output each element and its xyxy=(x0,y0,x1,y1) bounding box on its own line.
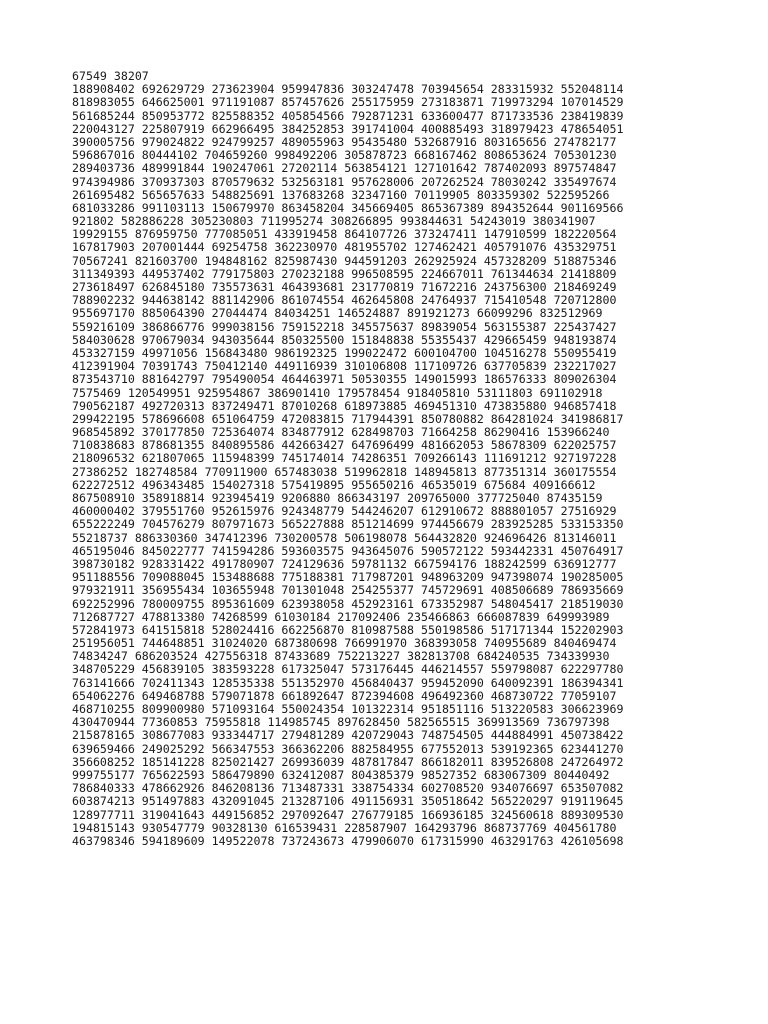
number-row: 465195046 845022777 741594286 593603575 943645076 590572122 593442331 450764917 xyxy=(72,543,624,558)
number-row: 194815143 930547779 90328130 616539431 228587907 164293796 868737769 404561780 xyxy=(72,820,617,835)
number-row: 979321911 356955434 103655948 701301048 254255377 745729691 408506689 786935669 xyxy=(72,583,624,598)
number-row: 273618497 626845180 735573631 464393681 231770819 71672216 243756300 218469249 xyxy=(72,280,617,294)
number-listing xyxy=(72,70,623,848)
number-row: 867508910 358918814 923945419 9206880 866343197 209765000 377725040 87435159 xyxy=(72,491,603,505)
number-row: 603874213 951497883 432091045 213287106 491156931 350518642 565220297 919119645 xyxy=(72,794,624,809)
number-row: 818983055 646625001 971191087 857457626 255175959 273183871 719973294 107014529 xyxy=(72,95,624,110)
number-row: 561685244 850953772 825588352 405854566 792871231 633600477 871733536 238419839 xyxy=(72,108,624,123)
number-row: 453327159 49971056 156843480 986192325 199022472 600104700 104516278 550955419 xyxy=(72,345,617,360)
number-row: 999755177 765622593 586479890 632412087 804385379 98527352 683067309 80440492 xyxy=(72,767,610,782)
number-row: 218096532 621807065 115948399 745174014 74286351 709266143 111691212 927197228 xyxy=(72,451,617,466)
number-row: 692252996 780009755 895361609 623938058 452923161 673352987 548045417 218519030 xyxy=(72,596,624,611)
number-row: 463798346 594189609 149522078 737243673 479906070 617315990 463291763 426105698 xyxy=(72,833,624,848)
number-row: 681033286 991103113 150679970 863458204 345669405 865367389 894352644 901169566 xyxy=(72,200,624,215)
number-row: 763141666 702411343 128535338 551352970 456840437 959452090 640092391 186394341 xyxy=(72,675,624,690)
number-row: 74834247 686203524 427556318 87433689 752213227 382813708 684240535 734339930 xyxy=(72,649,610,664)
number-row: 968545892 370177850 725364074 834877912 628498703 71664258 86290416 153966240 xyxy=(72,425,610,440)
number-row: 215878165 308677083 933344717 279481289 420729043 748754505 444884991 450738422 xyxy=(72,728,624,743)
number-row: 167817903 207001444 69254758 362230970 481955702 127462421 405791076 435329751 xyxy=(72,240,617,255)
number-row: 873543710 881642797 795490054 464463971 50530355 149015993 186576333 809026304 xyxy=(72,372,617,387)
number-row: 951188556 709088045 153488688 775188381 717987201 948963209 947398074 190285005 xyxy=(72,570,624,585)
number-row: 639659466 249025292 566347553 366362206 882584955 677552013 539192365 623441270 xyxy=(72,741,624,756)
number-row: 468710255 809900980 571093164 550024354 101322314 951851116 513220583 306623969 xyxy=(72,702,624,716)
number-row: 390005756 979024822 924799257 489055963 95435480 532687916 803165656 274782177 xyxy=(72,134,617,149)
number-row: 712687727 478813380 74268599 61030184 217092406 235466863 666087839 649993989 xyxy=(72,609,610,624)
number-row: 412391904 70391743 750412140 449116939 310106808 117109726 637705839 232217027 xyxy=(72,359,617,374)
number-row: 430470944 77360853 75955818 114985745 897628450 582565515 369913569 736797398 xyxy=(72,715,610,730)
number-row: 788902232 944638142 881142906 861074554 462645808 24764937 715410548 720712800 xyxy=(72,293,617,308)
number-row: 261695482 565657633 548825691 137683268 32347160 70119905 803359302 522595266 xyxy=(72,187,610,202)
number-row: 786840333 478662926 846208136 713487331 338754334 602708520 934076697 653507082 xyxy=(72,781,624,796)
number-row: 220043127 225807919 662966495 384252853 391741004 400885493 318979423 478654051 xyxy=(72,121,624,136)
number-row: 19929155 876959750 777085051 433919458 864107726 373247411 147910599 182220564 xyxy=(72,227,617,242)
number-row: 622272512 496343485 154027318 575419895 955650216 46535019 675684 409166612 xyxy=(72,477,596,492)
number-row: 584030628 970679034 943035644 850325500 151848838 55355437 429665459 948193874 xyxy=(72,332,617,347)
number-row: 251956051 744648851 31024020 687380698 766991970 368393058 740955689 840469474 xyxy=(72,636,617,651)
number-row: 299422195 578696608 651064759 472083815 717944391 850780882 864281024 341986817 xyxy=(72,411,624,426)
number-row: 655222249 704576279 807971673 565227888 851214699 974456679 283925285 533153350 xyxy=(72,517,624,532)
number-row: 311349393 449537402 779175803 270232188 996508595 224667011 761344634 21418809 xyxy=(72,266,617,281)
number-row: 921802 582886228 305230803 711995274 308266895 993844631 54243019 380341907 xyxy=(72,214,596,229)
number-row: 654062276 649468788 579071878 661892647 872394608 496492360 468730722 77059107 xyxy=(72,688,617,703)
header-line: 67549 38207 xyxy=(72,69,149,83)
number-row: 460000402 379551760 952615976 924348779 544246207 612910672 888801057 27516929 xyxy=(72,504,617,519)
number-row: 710838683 878681355 840895586 442663427 647696499 481662053 58678309 622025757 xyxy=(72,438,617,453)
number-row: 289403736 489991844 190247061 27202114 563854121 127101642 787402093 897574847 xyxy=(72,161,617,176)
number-row: 70567241 821603700 194848162 825987430 944591203 262925924 457328209 518875346 xyxy=(72,253,617,268)
number-row: 398730182 928331422 491780907 724129636 59781132 667594176 188242599 636912777 xyxy=(72,556,617,571)
number-row: 572841973 641515818 528024416 662256870 810987588 550198586 517171344 152202903 xyxy=(72,622,624,637)
number-row: 596867016 80444102 704659260 998492206 305878723 668167462 808653624 705301230 xyxy=(72,148,617,163)
number-row: 356608252 185141228 825021427 269936039 487817847 866182011 839526808 247264972 xyxy=(72,754,624,769)
number-row: 955697170 885064390 27044474 84034251 146524887 891921273 66099296 832512969 xyxy=(72,306,603,321)
number-row: 7575469 120549951 925954867 386901410 179578454 918405810 53111803 691102918 xyxy=(72,385,603,400)
number-row: 188908402 692629729 273623904 959947836 303247478 703945654 283315932 552048114 xyxy=(72,82,624,97)
number-row: 27386252 182748584 770911900 657483038 519962818 148945813 877351314 360175554 xyxy=(72,464,617,479)
number-row: 790562187 492720313 837249471 87010268 618973885 469451310 473835880 946857418 xyxy=(72,398,617,413)
number-row: 348705229 456839105 383593228 617325047 573176445 446214557 559798087 622297780 xyxy=(72,662,624,677)
number-row: 128977711 319041643 449156852 297092647 276779185 166936185 324560618 889309530 xyxy=(72,807,624,822)
number-row: 974394986 370937303 870579632 532563181 957628006 207262524 78030242 335497674 xyxy=(72,174,617,189)
number-row: 55218737 886330360 347412396 730200578 506198078 564432820 924696426 813146011 xyxy=(72,530,617,545)
number-row: 559216109 386866776 999038156 759152218 345575637 89839054 563155387 225437427 xyxy=(72,319,617,334)
